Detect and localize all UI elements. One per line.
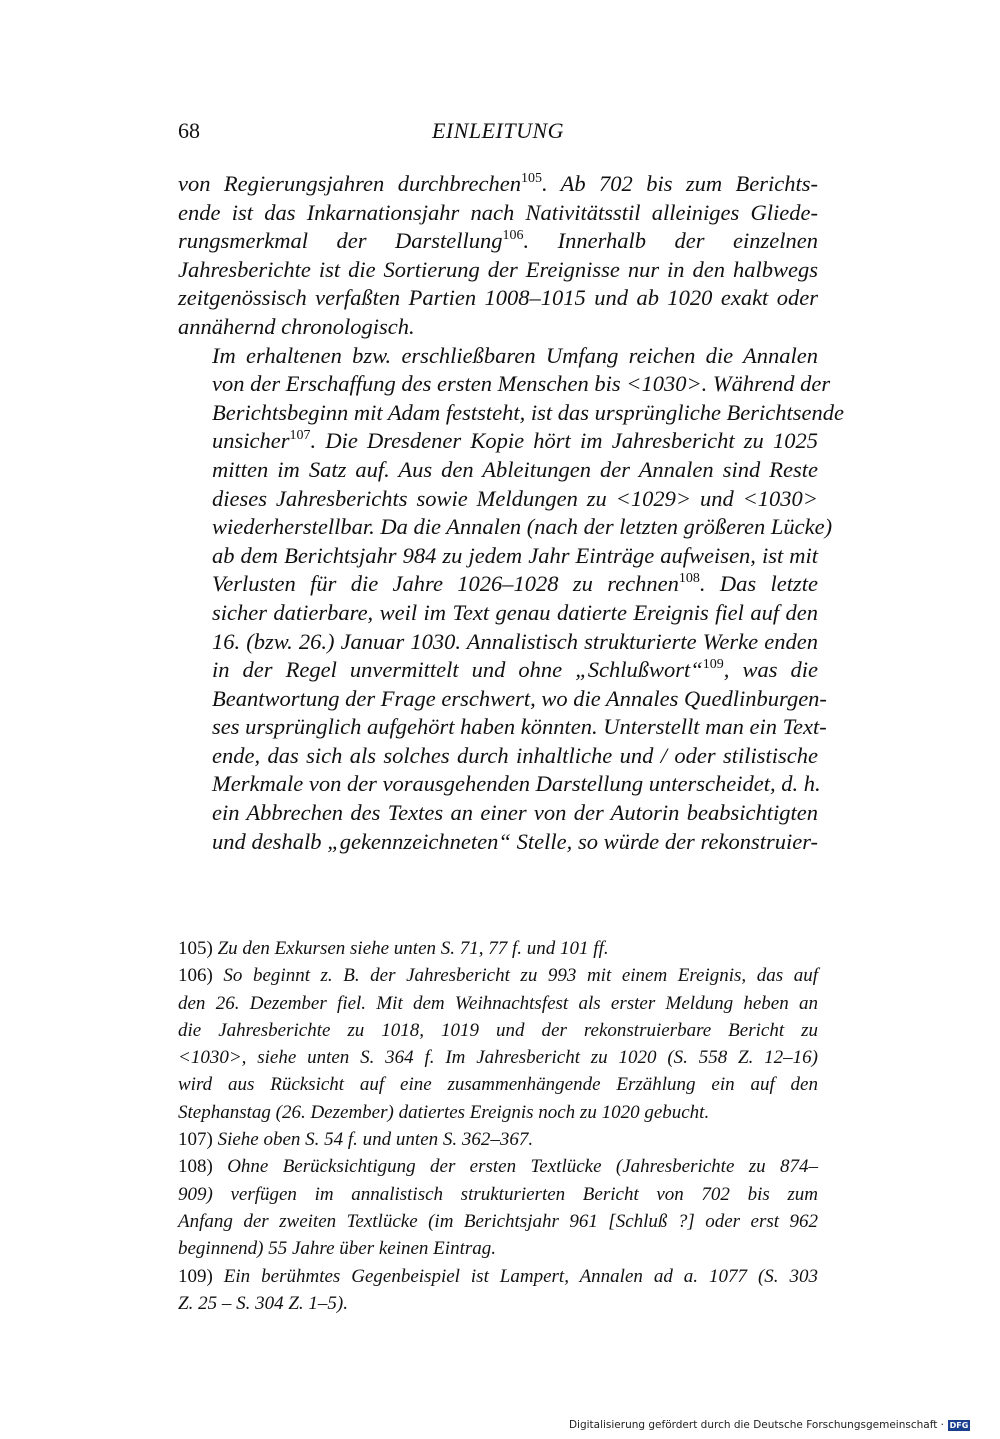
footnote-number: 105) [178,938,213,959]
footnote-text: Ein berühmtes Gegenbeispiel ist Lampert, Annalen ad a. 1077 (S. 303 [223,1265,819,1287]
paragraph-2 [178,342,845,857]
footnote-text: 909) verfügen im annalistisch strukturierten Bericht von 702 bis zum [178,1183,818,1205]
text-line: ende ist das Inkarnationsjahr nach Nativitätsstil alleiniges Gliede- [178,199,818,225]
footnote-text: Ohne Berücksichtigung der ersten Textlücke (Jahresberichte zu 874– [227,1156,818,1178]
footnote-ref-106[interactable]: 106 [502,228,524,244]
text-line: ende, das sich als solches durch inhaltliche und / oder stilistische [212,742,818,768]
text-line: Jahresberichte ist die Sortierung der Ereignisse nur in den halbwegs [178,256,818,282]
credit-text: Digitalisierung gefördert durch die Deutsche Forschungsgemeinschaft · [568,1419,944,1431]
text-line: 16. (bzw. 26.) Januar 1030. Annalistisch strukturierte Werke enden [212,628,818,654]
footnotes [178,935,818,1317]
footnote-number: 108) [178,1156,213,1178]
text-line: Beantwortung der Frage erschwert, wo die Annales Quedlinburgen- [212,685,827,711]
text-line: mitten im Satz auf. Aus den Ableitungen der Annalen sind Reste [212,456,818,482]
footnote-text: Stephanstag (26. Dezember) datiertes Ereignis noch zu 1020 gebucht. [178,1101,710,1123]
text-line: von der Erschaffung des ersten Menschen bis <1030>. Während der [212,371,831,397]
text-line: wiederherstellbar. Da die Annalen (nach der letzten größeren Lücke) [212,514,833,540]
text-line: sicher datierbare, weil im Text genau datierte Ereignis fiel auf den [212,599,818,625]
footnote-text: Siehe oben S. 54 f. und unten S. 362–367. [217,1129,534,1151]
footnote-number: 107) [178,1129,213,1151]
footnote-text: beginnend) 55 Jahre über keinen Eintrag. [178,1238,496,1260]
text-line: unsicher$^{107}$. Die Dresdener Kopie hört im Jahresbericht zu 1025 [212,428,818,454]
text-line: ein Abbrechen des Textes an einer von der Autorin beabsichtigten [212,800,818,826]
text-line: und deshalb „gekennzeichneten“ Stelle, so würde der rekonstruier- [212,828,818,854]
text-line: Berichtsbeginn mit Adam feststeht, ist das ursprüngliche Berichtsende [212,399,845,425]
page-number: 68 [178,118,200,143]
footnote-105 [178,935,818,962]
dfg-logo-icon: DFG [949,1420,969,1430]
footnote-109 [178,1263,818,1318]
footnote-text: wird aus Rücksicht auf eine zusammenhängende Erzählung ein auf den [178,1074,818,1096]
footnote-108 [178,1153,818,1262]
footnote-text: Z. 25 – S. 304 Z. 1–5). [178,1292,348,1314]
running-head: EINLEITUNG [431,118,565,143]
page-header [178,118,818,148]
footnote-ref-109[interactable]: 109 [702,657,724,673]
footnote-107 [178,1126,818,1153]
footnote-ref-105[interactable]: 105 [521,171,542,186]
text-line: rungsmerkmal der Darstellung$^{106}$. Innerhalb der einzelnen [178,228,819,254]
digitization-credit [569,1419,970,1431]
text-line: Merkmale von der vorausgehenden Darstellung unterscheidet, d. h. [212,771,821,797]
footnote-106 [178,962,818,1126]
text-line: ab dem Berichtsjahr 984 zu jedem Jahr Einträge aufweisen, ist mit [212,542,818,568]
text-line: Im erhaltenen bzw. erschließbaren Umfang reichen die Annalen [212,342,818,368]
footnote-ref-107[interactable]: 107 [289,428,311,444]
paragraph-1 [178,170,818,342]
text-line: annähernd chronologisch. [178,313,415,339]
footnote-text: den 26. Dezember fiel. Mit dem Weihnachtsfest als erster Meldung heben an [178,992,818,1014]
main-text [178,170,845,856]
footnote-number: 109) [178,1265,213,1287]
footnote-text: die Jahresberichte zu 1018, 1019 und der rekonstruierbare Bericht zu [178,1019,818,1041]
footnote-text: Anfang der zweiten Textlücke (im Berichtsjahr 961 [Schluß ?] oder erst 962 [178,1210,818,1232]
text-line: zeitgenössisch verfaßten Partien 1008–1015 und ab 1020 exakt oder [178,285,818,311]
text-line: dieses Jahresberichts sowie Meldungen zu <1029> und <1030> [212,485,818,511]
text-line: in der Regel unvermittelt und ohne „Schlußwort“$^{109}$, was die [212,657,818,683]
footnote-text: So beginnt z. B. der Jahresbericht zu 993 mit einem Ereignis, das auf [223,965,818,987]
text-line: von Regierungsjahren durchbrechen$^{105}$. Ab 702 bis zum Berichts- [178,171,819,196]
text-line: Verlusten für die Jahre 1026–1028 zu rechnen$^{108}$. Das letzte [212,571,818,597]
footnote-text: <1030>, siehe unten S. 364 f. Im Jahresbericht zu 1020 (S. 558 Z. 12–16) [178,1047,818,1069]
footnote-number: 106) [178,965,213,987]
text-line: ses ursprünglich aufgehört haben könnten. Unterstellt man ein Text- [212,714,827,740]
footnote-text: Zu den Exkursen siehe unten S. 71, 77 f. und 101 ff. [217,938,609,959]
footnote-ref-108[interactable]: 108 [678,571,700,587]
